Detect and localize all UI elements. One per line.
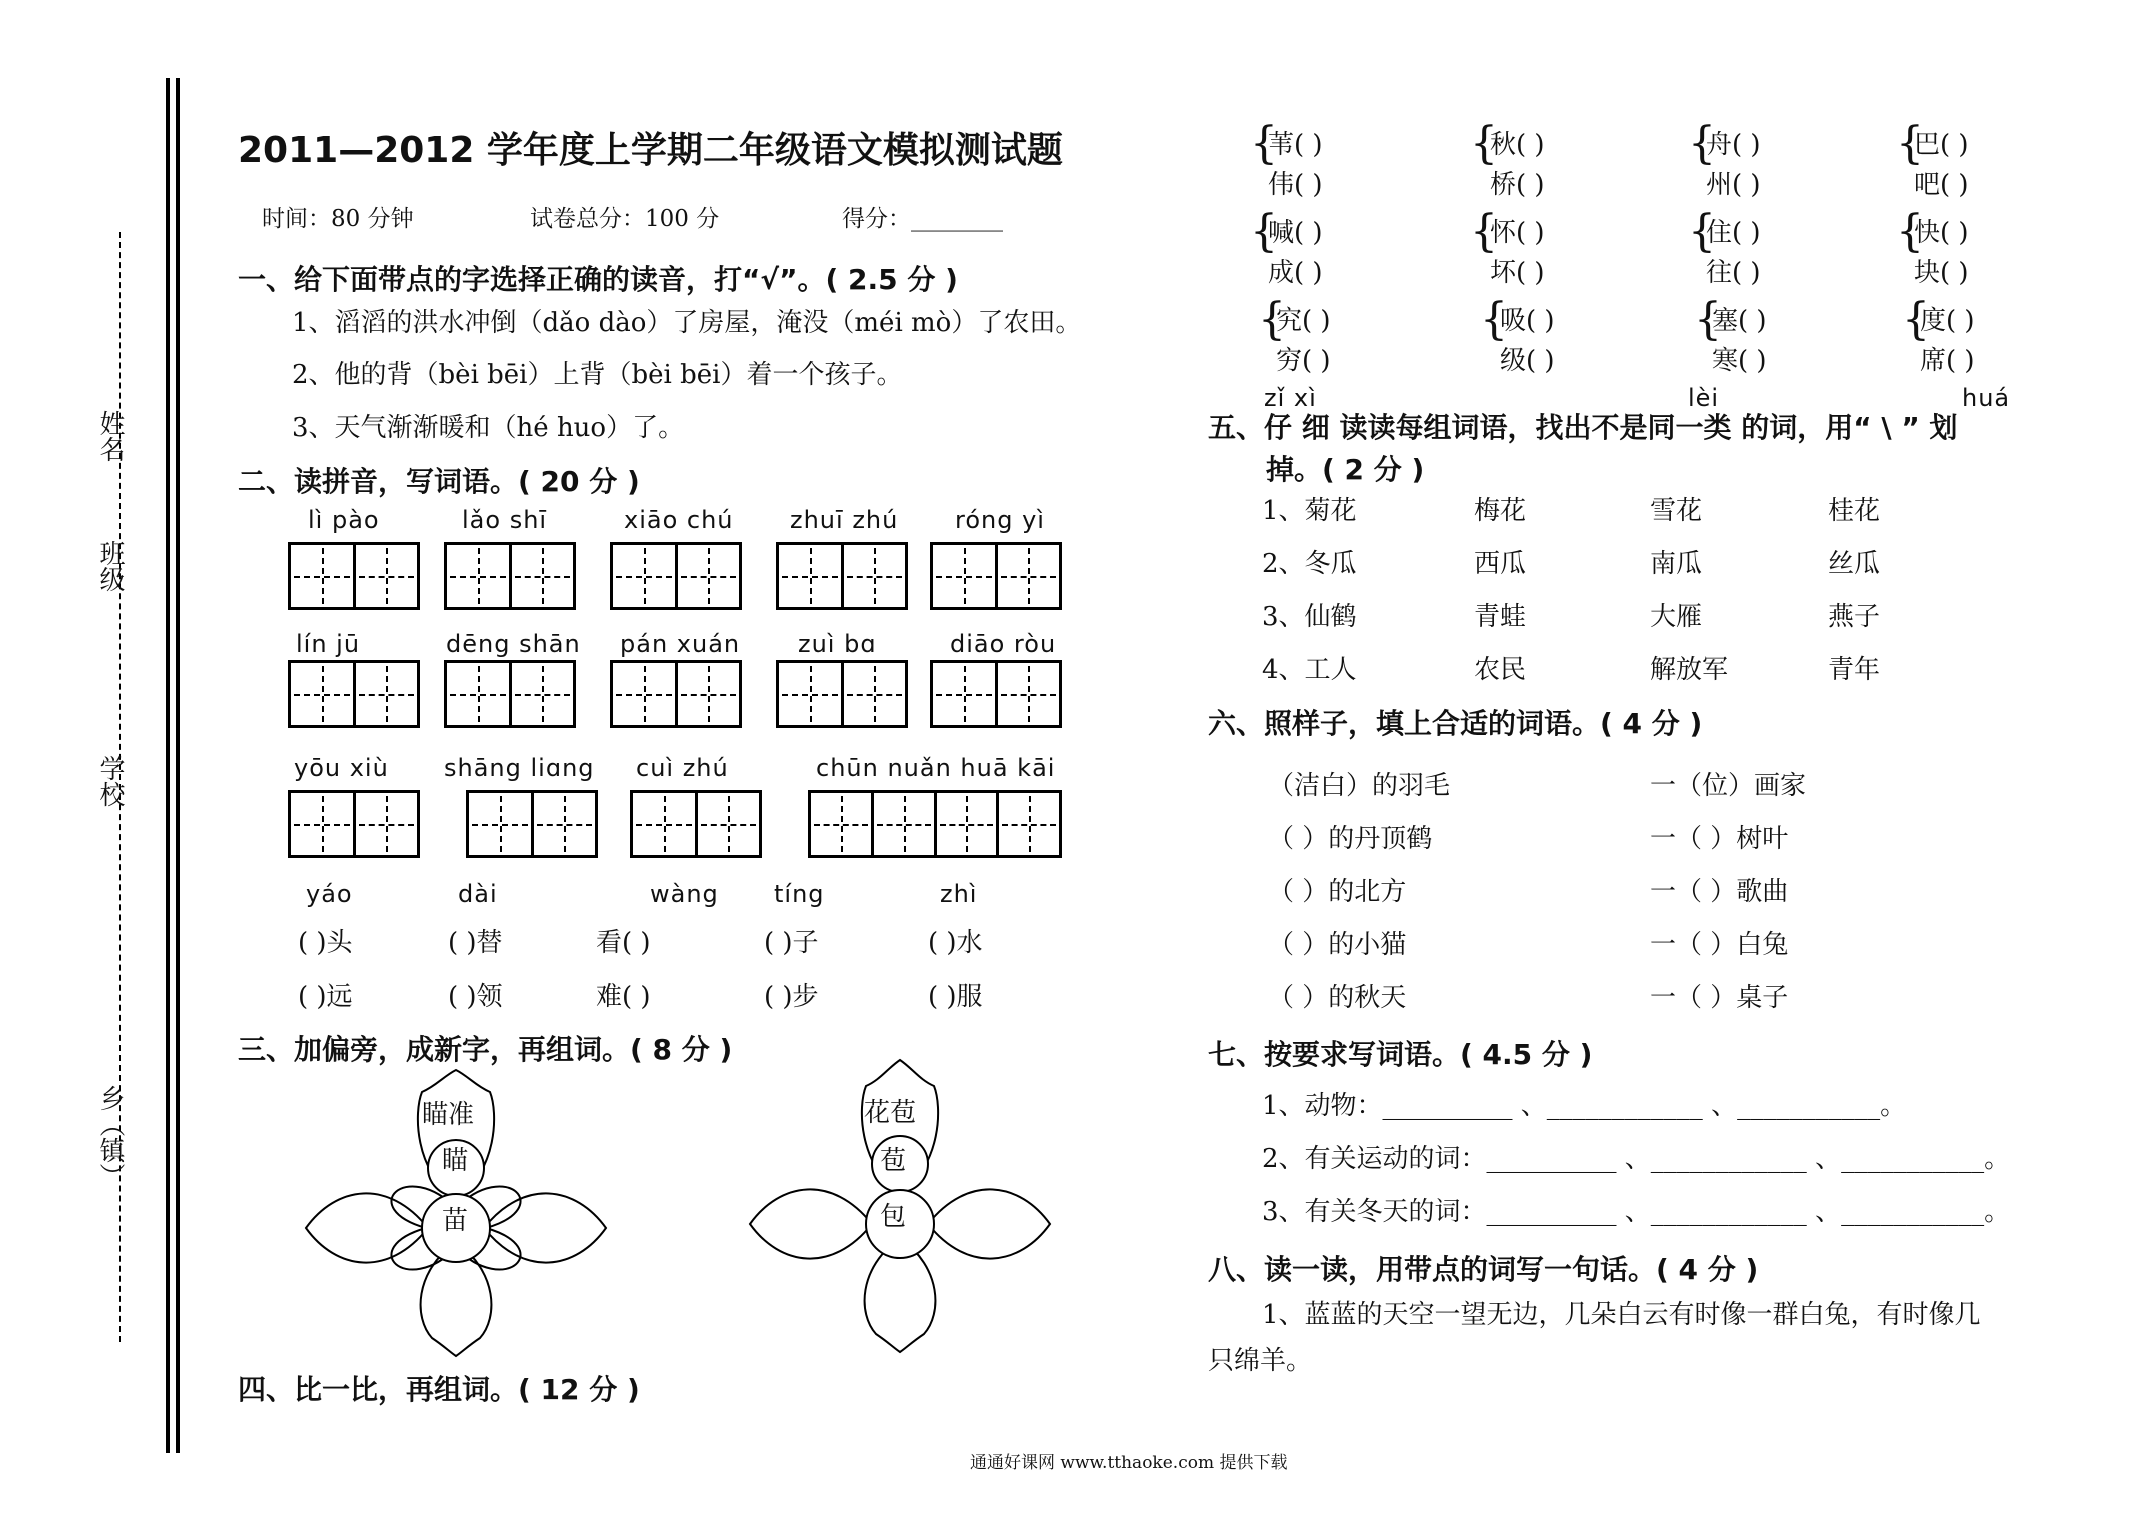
q5-heading: 五、仔 细 读读每组词语，找出不是同一类 的词，用“ \ ” 划 [1208,411,1958,444]
flower2-word: 花苞 [864,1098,917,1128]
q8-heading: 八、读一读，用带点的词写一句话。( 4 分 ) [1208,1253,1759,1286]
q6-right-item: 一（ ）桌子 [1650,983,1789,1013]
q4-heading: 四、比一比，再组词。( 12 分 ) [238,1373,640,1406]
q2-pinyin: cuì zhú [636,754,729,782]
pair-item: 苇( ) [1268,130,1323,160]
q2-pinyin: róng yì [955,506,1045,534]
footer-source: 通通好课网 www.tthaoke.com 提供下载 [970,1453,1288,1473]
q5-word[interactable]: 雪花 [1650,496,1703,526]
q5-pinyin-zixi: zǐ xì [1264,384,1317,412]
exam-time: 时间：80 分钟 [262,206,414,232]
q2-choose-pinyin: yáo [306,880,353,908]
q7-item[interactable]: 2、有关运动的词：__________ 、____________ 、___________。 [1262,1144,2011,1174]
q2-fill: 看( ) [596,928,651,958]
q2-choose-pinyin: tíng [774,880,825,908]
binding-line-outer [166,78,170,1453]
q2-choose-pinyin: wàng [650,880,719,908]
q2-fill: ( )子 [764,928,819,958]
q6-right-item: 一（位）画家 [1650,771,1807,801]
q1-item-1: 1、滔滔的洪水冲倒（dǎo dào）了房屋，淹没（méi mò）了农田。 [292,308,1082,338]
q2-fill: 难( ) [596,982,651,1012]
q7-item[interactable]: 3、有关冬天的词：__________ 、____________ 、___________。 [1262,1197,2011,1227]
q2-choose-pinyin: dài [458,880,498,908]
q5-word[interactable]: 2、冬瓜 [1262,549,1357,579]
q5-word[interactable]: 青蛙 [1474,602,1527,632]
q5-pinyin-lei: lèi [1688,384,1720,412]
pair-item: 寒( ) [1712,346,1767,376]
writing-box[interactable] [288,660,420,728]
pair-item: 秋( ) [1490,130,1545,160]
q6-left-item: （ ）的丹顶鹤 [1268,824,1433,854]
q7-heading: 七、按要求写词语。( 4.5 分 ) [1208,1038,1593,1071]
q5-pinyin-hua: huá [1962,384,2011,412]
pair-item: 度( ) [1920,306,1975,336]
pair-brace: { [1250,206,1278,257]
q5-word[interactable]: 3、仙鹤 [1262,602,1357,632]
q6-left-item: （洁白）的羽毛 [1268,771,1451,801]
writing-box[interactable] [808,790,1062,858]
exam-total: 试卷总分：100 分 [530,206,720,232]
q2-pinyin: lǎo shī [462,506,548,534]
binding-line-inner [176,78,180,1453]
q6-left-item: （ ）的秋天 [1268,983,1407,1013]
q2-choose-pinyin: zhì [940,880,978,908]
q2-heading: 二、读拼音，写词语。( 20 分 ) [238,465,640,498]
writing-box[interactable] [610,660,742,728]
q5-word[interactable]: 1、菊花 [1262,496,1357,526]
q5-word[interactable]: 4、工人 [1262,655,1357,685]
flower1-word: 瞄准 [422,1100,475,1130]
page-title: 2011—2012 学年度上学期二年级语文模拟测试题 [238,130,1063,171]
q2-fill: ( )远 [298,982,353,1012]
q2-pinyin: zhuī zhú [790,506,899,534]
q6-right-item: 一（ ）白兔 [1650,930,1789,960]
pair-item: 喊( ) [1268,218,1323,248]
q2-fill: ( )步 [764,982,819,1012]
pair-item: 成( ) [1268,258,1323,288]
pair-item: 巴( ) [1914,130,1969,160]
pair-item: 吸( ) [1500,306,1555,336]
pair-item: 吧( ) [1914,170,1969,200]
pair-item: 桥( ) [1490,170,1545,200]
q5-word[interactable]: 青年 [1828,655,1881,685]
school-label: 学校 [95,755,125,807]
pair-item: 塞( ) [1712,306,1767,336]
pair-item: 快( ) [1914,218,1969,248]
flower2-char: 苞 [880,1146,907,1176]
q1-item-2: 2、他的背（bèi bēi）上背（bèi bēi）着一个孩子。 [292,360,903,390]
q6-heading: 六、照样子，填上合适的词语。( 4 分 ) [1208,707,1703,740]
q2-fill: ( )服 [928,982,983,1012]
pair-item: 穷( ) [1276,346,1331,376]
q2-pinyin: zuì bɑ [798,630,877,658]
q5-word[interactable]: 西瓜 [1474,549,1527,579]
pair-brace: { [1470,206,1498,257]
q5-word[interactable]: 丝瓜 [1828,549,1881,579]
q2-pinyin: diāo ròu [950,630,1057,658]
q5-word[interactable]: 南瓜 [1650,549,1703,579]
flower2-center: 包 [880,1202,907,1232]
q6-left-item: （ ）的北方 [1268,877,1407,907]
pair-item: 究( ) [1276,306,1331,336]
q1-item-3: 3、天气渐渐暖和（hé huo）了。 [292,413,685,443]
writing-box[interactable] [466,790,598,858]
flower1-char: 瞄 [442,1146,469,1176]
pair-brace: { [1688,206,1716,257]
pair-item: 往( ) [1706,258,1761,288]
writing-box[interactable] [930,660,1062,728]
q6-left-item: （ ）的小猫 [1268,930,1407,960]
pair-item: 坏( ) [1490,258,1545,288]
q8-text-line1: 1、蓝蓝的天空一望无边，几朵白云有时像一群白兔，有时像几 [1262,1300,1981,1330]
pair-item: 伟( ) [1268,170,1323,200]
pair-brace: { [1902,294,1930,345]
flower1-center: 苗 [442,1206,469,1236]
pair-brace: { [1694,294,1722,345]
q5-word[interactable]: 桂花 [1828,496,1881,526]
writing-box[interactable] [930,542,1062,610]
pair-item: 席( ) [1920,346,1975,376]
q2-pinyin: shāng liɑng [444,754,595,782]
q6-right-item: 一（ ）歌曲 [1650,877,1789,907]
name-label: 姓名 [95,410,125,462]
town-label: 乡（镇） [95,1085,125,1189]
pair-brace: { [1258,294,1286,345]
q5-word[interactable]: 农民 [1474,655,1527,685]
writing-box[interactable] [444,660,576,728]
pair-item: 块( ) [1914,258,1969,288]
q2-pinyin: lì pào [308,506,380,534]
q2-pinyin: chūn nuǎn huā kāi [816,754,1056,782]
exam-score: 得分：________ [842,206,1003,232]
writing-box[interactable] [288,790,420,858]
writing-box[interactable] [444,542,576,610]
pair-item: 舟( ) [1706,130,1761,160]
pair-item: 住( ) [1706,218,1761,248]
writing-box[interactable] [776,660,908,728]
q2-pinyin: lín jū [296,630,361,658]
q2-fill: ( )水 [928,928,983,958]
pair-brace: { [1896,206,1924,257]
class-label: 班级 [95,540,125,592]
q6-right-item: 一（ ）树叶 [1650,824,1789,854]
writing-box[interactable] [776,542,908,610]
q1-heading: 一、给下面带点的字选择正确的读音，打“√”。( 2.5 分 ) [238,263,958,296]
q2-fill: ( )领 [448,982,503,1012]
q5-word[interactable]: 梅花 [1474,496,1527,526]
q2-pinyin: xiāo chú [624,506,734,534]
q2-pinyin: yōu xiù [294,754,389,782]
pair-item: 级( ) [1500,346,1555,376]
pair-brace: { [1250,118,1278,169]
writing-box[interactable] [610,542,742,610]
q8-text-line2: 只绵羊。 [1208,1346,1313,1376]
pair-item: 州( ) [1706,170,1761,200]
q3-heading: 三、加偏旁，成新字，再组词。( 8 分 ) [238,1033,733,1066]
q5-heading-cont: 掉。( 2 分 ) [1266,453,1425,486]
pair-brace: { [1470,118,1498,169]
q7-item[interactable]: 1、动物：__________ 、____________ 、___________。 [1262,1091,1907,1121]
q5-word[interactable]: 燕子 [1828,602,1881,632]
pair-brace: { [1688,118,1716,169]
q2-pinyin: pán xuán [620,630,741,658]
q2-pinyin: dēng shān [446,630,581,658]
q2-fill: ( )替 [448,928,503,958]
q5-word[interactable]: 解放军 [1650,655,1729,685]
q5-word[interactable]: 大雁 [1650,602,1703,632]
pair-brace: { [1896,118,1924,169]
pair-item: 怀( ) [1490,218,1545,248]
pair-brace: { [1480,294,1508,345]
writing-box[interactable] [630,790,762,858]
q2-fill: ( )头 [298,928,353,958]
writing-box[interactable] [288,542,420,610]
